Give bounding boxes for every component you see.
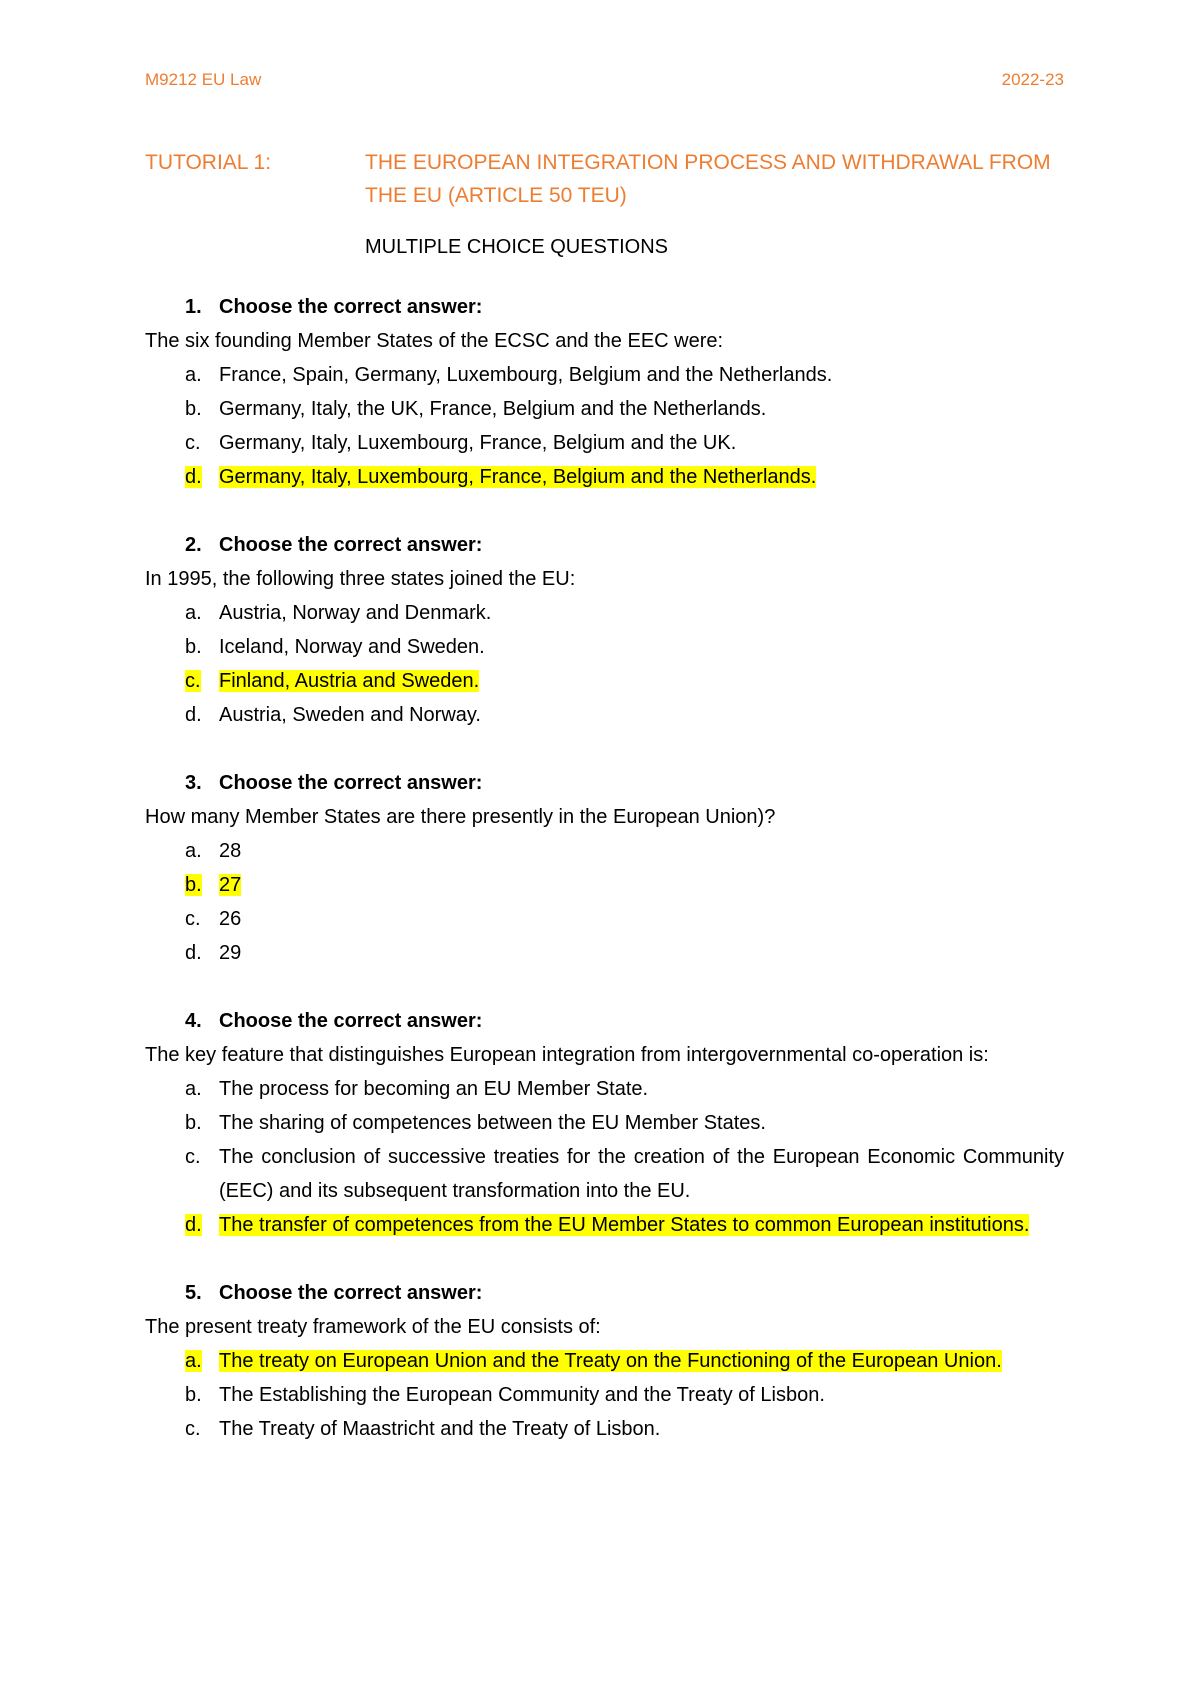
option-c xyxy=(145,1412,1064,1446)
option-text: Austria, Sweden and Norway. xyxy=(219,704,481,726)
option-text: 27 xyxy=(219,874,242,896)
question-stem: In 1995, the following three states joined the EU: xyxy=(145,568,576,590)
option-letter: b. xyxy=(185,398,202,420)
option-b xyxy=(145,1106,1064,1140)
option-b xyxy=(145,392,1064,426)
option-c xyxy=(145,902,1064,936)
question-instruction: Choose the correct answer: xyxy=(219,1010,483,1032)
option-b xyxy=(145,630,1064,664)
question-number: 3. xyxy=(185,772,202,794)
option-letter: c. xyxy=(185,1418,201,1440)
question-3 xyxy=(145,766,1064,970)
option-text: Iceland, Norway and Sweden. xyxy=(219,636,485,658)
academic-year: 2022-23 xyxy=(1001,70,1064,89)
option-text: The transfer of competences from the EU Member States to common European institutions. xyxy=(219,1214,1030,1236)
tutorial-title xyxy=(145,146,1064,212)
option-text: 28 xyxy=(219,840,242,862)
option-b xyxy=(145,1378,1064,1412)
option-text: The conclusion of successive treaties for the creation of the European Economic Community (EEC) and its subsequent transformation into the EU. xyxy=(219,1146,1064,1202)
option-text: Germany, Italy, the UK, France, Belgium and the Netherlands. xyxy=(219,398,767,420)
option-b-highlighted-answer xyxy=(145,868,1064,902)
question-number: 5. xyxy=(185,1282,202,1304)
question-instruction: Choose the correct answer: xyxy=(219,296,483,318)
question-instruction: Choose the correct answer: xyxy=(219,534,483,556)
option-letter: c. xyxy=(185,1146,201,1168)
option-c xyxy=(145,426,1064,460)
option-text: 26 xyxy=(219,908,242,930)
option-a-highlighted-answer xyxy=(145,1344,1064,1378)
option-letter: d. xyxy=(185,466,202,488)
question-instruction: Choose the correct answer: xyxy=(219,1282,483,1304)
question-2 xyxy=(145,528,1064,732)
section-heading: MULTIPLE CHOICE QUESTIONS xyxy=(365,236,669,258)
question-number: 4. xyxy=(185,1010,202,1032)
option-text: The Establishing the European Community and the Treaty of Lisbon. xyxy=(219,1384,825,1406)
option-a xyxy=(145,596,1064,630)
option-letter: a. xyxy=(185,364,202,386)
option-d-highlighted-answer xyxy=(145,460,1064,494)
option-c-highlighted-answer xyxy=(145,664,1064,698)
question-stem: How many Member States are there presently in the European Union)? xyxy=(145,806,776,828)
question-instruction: Choose the correct answer: xyxy=(219,772,483,794)
option-text: The Treaty of Maastricht and the Treaty of Lisbon. xyxy=(219,1418,661,1440)
option-letter: b. xyxy=(185,1112,202,1134)
option-text: Germany, Italy, Luxembourg, France, Belgium and the UK. xyxy=(219,432,737,454)
option-letter: a. xyxy=(185,1078,202,1100)
question-number: 1. xyxy=(185,296,202,318)
option-letter: c. xyxy=(185,670,201,692)
option-text: Austria, Norway and Denmark. xyxy=(219,602,492,624)
option-d-highlighted-answer xyxy=(145,1208,1064,1242)
option-letter: d. xyxy=(185,942,202,964)
option-letter: b. xyxy=(185,636,202,658)
question-5 xyxy=(145,1276,1064,1446)
option-letter: c. xyxy=(185,432,201,454)
question-title xyxy=(145,290,1064,324)
option-text: France, Spain, Germany, Luxembourg, Belgium and the Netherlands. xyxy=(219,364,833,386)
tutorial-label: TUTORIAL 1: xyxy=(145,151,272,174)
question-number: 2. xyxy=(185,534,202,556)
option-text: Finland, Austria and Sweden. xyxy=(219,670,480,692)
option-a xyxy=(145,834,1064,868)
option-letter: d. xyxy=(185,704,202,726)
option-a xyxy=(145,358,1064,392)
option-text: Germany, Italy, Luxembourg, France, Belgium and the Netherlands. xyxy=(219,466,817,488)
option-text: The treaty on European Union and the Treaty on the Functioning of the European Union. xyxy=(219,1350,1002,1372)
option-letter: a. xyxy=(185,602,202,624)
questions-list xyxy=(145,290,1064,1480)
question-title xyxy=(145,528,1064,562)
option-text: The process for becoming an EU Member State. xyxy=(219,1078,649,1100)
option-text: The sharing of competences between the EU Member States. xyxy=(219,1112,766,1134)
tutorial-title-text: THE EUROPEAN INTEGRATION PROCESS AND WITHDRAWAL FROM THE EU (ARTICLE 50 TEU) xyxy=(365,151,1051,207)
question-1 xyxy=(145,290,1064,494)
option-letter: a. xyxy=(185,840,202,862)
option-letter: c. xyxy=(185,908,201,930)
page-header xyxy=(145,70,1064,90)
question-title xyxy=(145,1004,1064,1038)
option-letter: a. xyxy=(185,1350,202,1372)
question-title xyxy=(145,1276,1064,1310)
option-d xyxy=(145,936,1064,970)
course-code: M9212 EU Law xyxy=(145,70,262,89)
question-4 xyxy=(145,1004,1064,1242)
option-c xyxy=(145,1140,1064,1208)
option-letter: d. xyxy=(185,1214,202,1236)
option-letter: b. xyxy=(185,1384,202,1406)
question-stem: The present treaty framework of the EU consists of: xyxy=(145,1316,601,1338)
option-letter: b. xyxy=(185,874,202,896)
question-stem: The key feature that distinguishes European integration from intergovernmental co-operation is: xyxy=(145,1044,989,1066)
question-title xyxy=(145,766,1064,800)
option-d xyxy=(145,698,1064,732)
option-text: 29 xyxy=(219,942,242,964)
option-a xyxy=(145,1072,1064,1106)
question-stem: The six founding Member States of the ECSC and the EEC were: xyxy=(145,330,724,352)
